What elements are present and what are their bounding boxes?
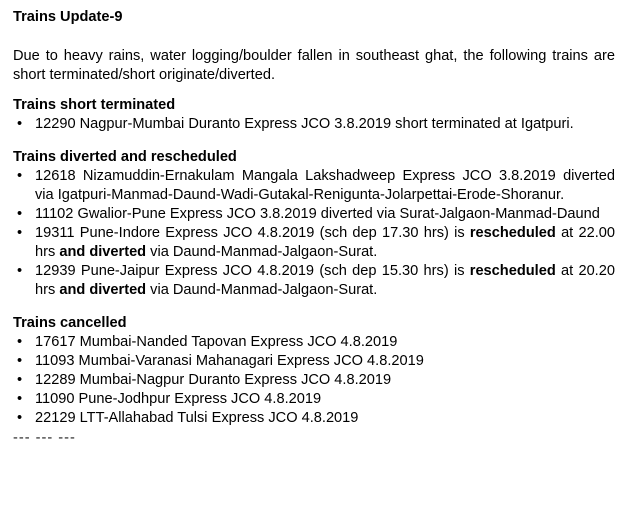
list-item [13, 371, 615, 390]
intro-paragraph: Due to heavy rains, water logging/boulder fallen in southeast ghat, the following trains are short terminated/short originate/diverted. [13, 48, 615, 83]
train-entry: 11093 Mumbai-Varanasi Mahanagari Express JCO 4.8.2019 [35, 353, 424, 369]
list-diverted [13, 167, 615, 300]
train-entry: 22129 LTT-Allahabad Tulsi Express JCO 4.8.2019 [35, 410, 359, 426]
end-separator: --- --- --- [13, 430, 76, 446]
diverted-emphasis: and diverted [59, 244, 147, 260]
bullet-icon: • [17, 116, 23, 132]
list-item [13, 167, 615, 205]
train-entry-text: 19311 Pune-Indore Express JCO 4.8.2019 (sch dep 17.30 hrs) is [35, 225, 470, 241]
bullet-icon: • [17, 372, 23, 388]
bullet-icon: • [17, 410, 23, 426]
heading-cancelled: Trains cancelled [13, 315, 127, 331]
bullet-icon: • [17, 168, 23, 184]
document-page [13, 8, 615, 448]
rescheduled-emphasis: rescheduled [469, 225, 556, 241]
list-item [13, 390, 615, 409]
list-item [13, 115, 615, 134]
train-entry-text: 12939 Pune-Jaipur Express JCO 4.8.2019 (sch dep 15.30 hrs) is [35, 263, 470, 279]
bullet-icon: • [17, 206, 23, 222]
list-item [13, 352, 615, 371]
bullet-icon: • [17, 334, 23, 350]
page-title: Trains Update-9 [13, 9, 123, 25]
bullet-icon: • [17, 353, 23, 369]
diverted-emphasis: and diverted [59, 282, 147, 298]
train-entry-text: via Daund-Manmad-Jalgaon-Surat. [146, 244, 378, 260]
train-entry-text: at 22.00 hrs [35, 225, 615, 260]
heading-short-terminated: Trains short terminated [13, 97, 176, 113]
list-item [13, 333, 615, 352]
bullet-icon: • [17, 391, 23, 407]
train-entry: 11090 Pune-Jodhpur Express JCO 4.8.2019 [35, 391, 322, 407]
train-entry: 12290 Nagpur-Mumbai Duranto Express JCO 3.8.2019 short terminated at Igatpuri. [35, 116, 574, 132]
bullet-icon: • [17, 263, 23, 279]
bullet-icon: • [17, 225, 23, 241]
train-entry: 12289 Mumbai-Nagpur Duranto Express JCO 4.8.2019 [35, 372, 392, 388]
list-short-terminated [13, 115, 615, 134]
train-entry-text: at 20.20 hrs [35, 263, 615, 298]
rescheduled-emphasis: rescheduled [469, 263, 556, 279]
train-entry: 17617 Mumbai-Nanded Tapovan Express JCO 4.8.2019 [35, 334, 398, 350]
list-item [13, 409, 615, 428]
train-entry: 11102 Gwalior-Pune Express JCO 3.8.2019 diverted via Surat-Jalgaon-Manmad-Daund [35, 206, 600, 222]
list-item [13, 224, 615, 262]
train-entry-text: via Daund-Manmad-Jalgaon-Surat. [146, 282, 378, 298]
heading-diverted: Trains diverted and rescheduled [13, 149, 237, 165]
train-entry: 12618 Nizamuddin-Ernakulam Mangala Lakshadweep Express JCO 3.8.2019 diverted via Igatpuri-Manmad-Daund-Wadi-Gutakal-Renigunta-Jolarpettai-Erode-Shoranur. [35, 168, 615, 203]
list-item [13, 262, 615, 300]
list-item [13, 205, 615, 224]
list-cancelled [13, 333, 615, 428]
